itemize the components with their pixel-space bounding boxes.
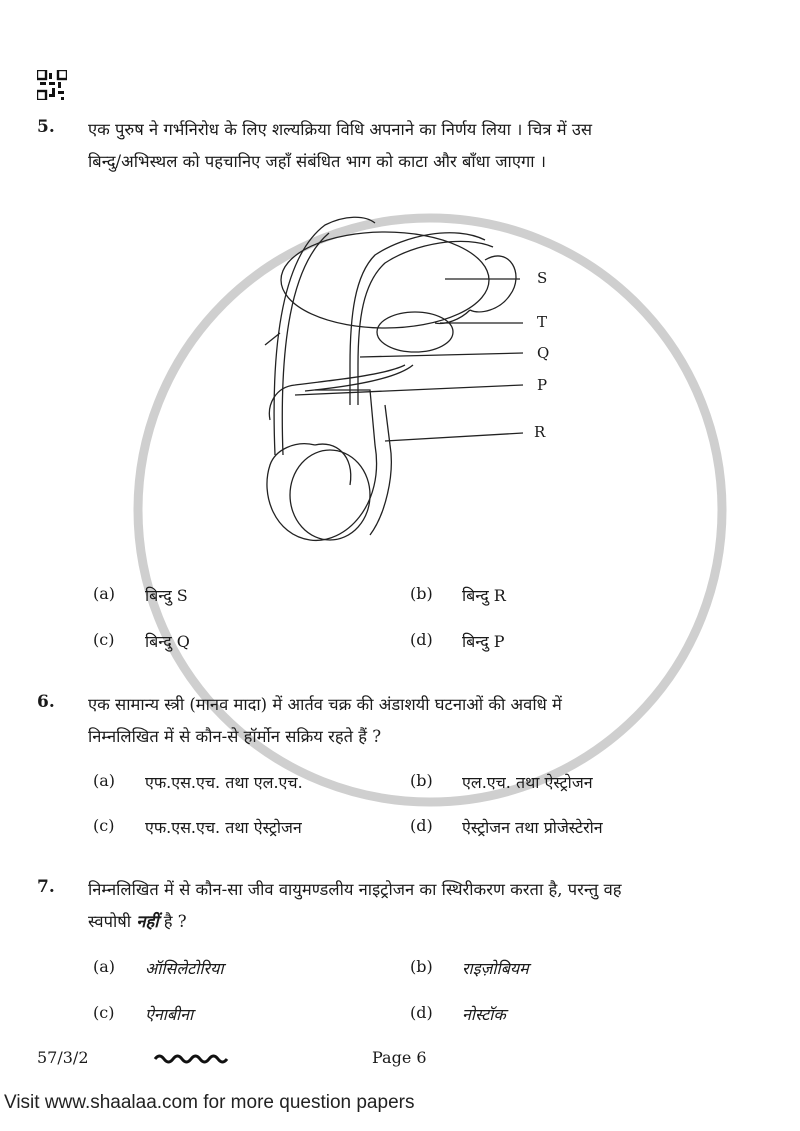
option-key: (d) [410,816,433,835]
reproductive-system-diagram [255,215,575,555]
tilde-ornament [153,1052,229,1064]
option-d: नोस्टॉक [462,1005,506,1024]
question-text-line2 [88,909,187,932]
option-a: ऑसिलेटोरिया [145,959,224,978]
option-d: ऐस्ट्रोजन तथा प्रोजेस्टेरोन [462,818,603,837]
option-c: एफ.एस.एच. तथा ऐस्ट्रोजन [145,818,302,837]
option-key: (c) [93,816,115,835]
diagram-label-p: P [537,376,548,394]
option-key: (b) [410,957,433,976]
diagram-label-t: T [537,313,548,331]
question-text: है ? [163,912,187,931]
option-a: एफ.एस.एच. तथा एल.एच. [145,773,303,792]
option-key: (c) [93,630,115,649]
question-number: 6. [37,692,55,712]
option-d: बिन्दु P [462,632,505,651]
option-c: बिन्दु Q [145,632,190,651]
question-number: 5. [37,117,55,137]
question-text: निम्नलिखित में से कौन-सा जीव वायुमण्डलीय नाइट्रोजन का स्थिरीकरण करता है, परन्तु वह [88,880,622,899]
option-b: एल.एच. तथा ऐस्ट्रोजन [462,773,593,792]
visit-link[interactable]: Visit www.shaalaa.com for more question papers [4,1092,415,1113]
diagram-label-q: Q [537,344,550,362]
option-c: ऐनाबीना [145,1005,194,1024]
option-key: (a) [93,957,116,976]
question-text: एक सामान्य स्त्री (मानव मादा) में आर्तव चक्र की अंडाशयी घटनाओं की अवधि में [88,695,562,714]
option-key: (d) [410,630,433,649]
paper-code: 57/3/2 [37,1048,89,1067]
question-number: 7. [37,877,55,897]
question-text: स्वपोषी [88,912,132,931]
page-number: Page 6 [372,1048,427,1067]
option-b: राइज़ोबियम [462,959,529,978]
option-b: बिन्दु R [462,586,506,605]
diagram-label-r: R [534,423,546,441]
diagram-label-s: S [537,269,548,287]
option-key: (a) [93,771,116,790]
option-key: (a) [93,584,116,603]
question-text: बिन्दु/अभिस्थल को पहचानिए जहाँ संबंधित भाग को काटा और बाँधा जाएगा । [88,152,547,171]
option-key: (d) [410,1003,433,1022]
option-key: (c) [93,1003,115,1022]
question-text: एक पुरुष ने गर्भनिरोध के लिए शल्यक्रिया विधि अपनाने का निर्णय लिया । चित्र में उस [88,120,593,139]
option-key: (b) [410,584,433,603]
emphasis-text: नहीं [136,912,159,931]
question-text: निम्नलिखित में से कौन-से हॉर्मोन सक्रिय रहते हैं ? [88,727,382,746]
option-a: बिन्दु S [145,586,188,605]
option-key: (b) [410,771,433,790]
